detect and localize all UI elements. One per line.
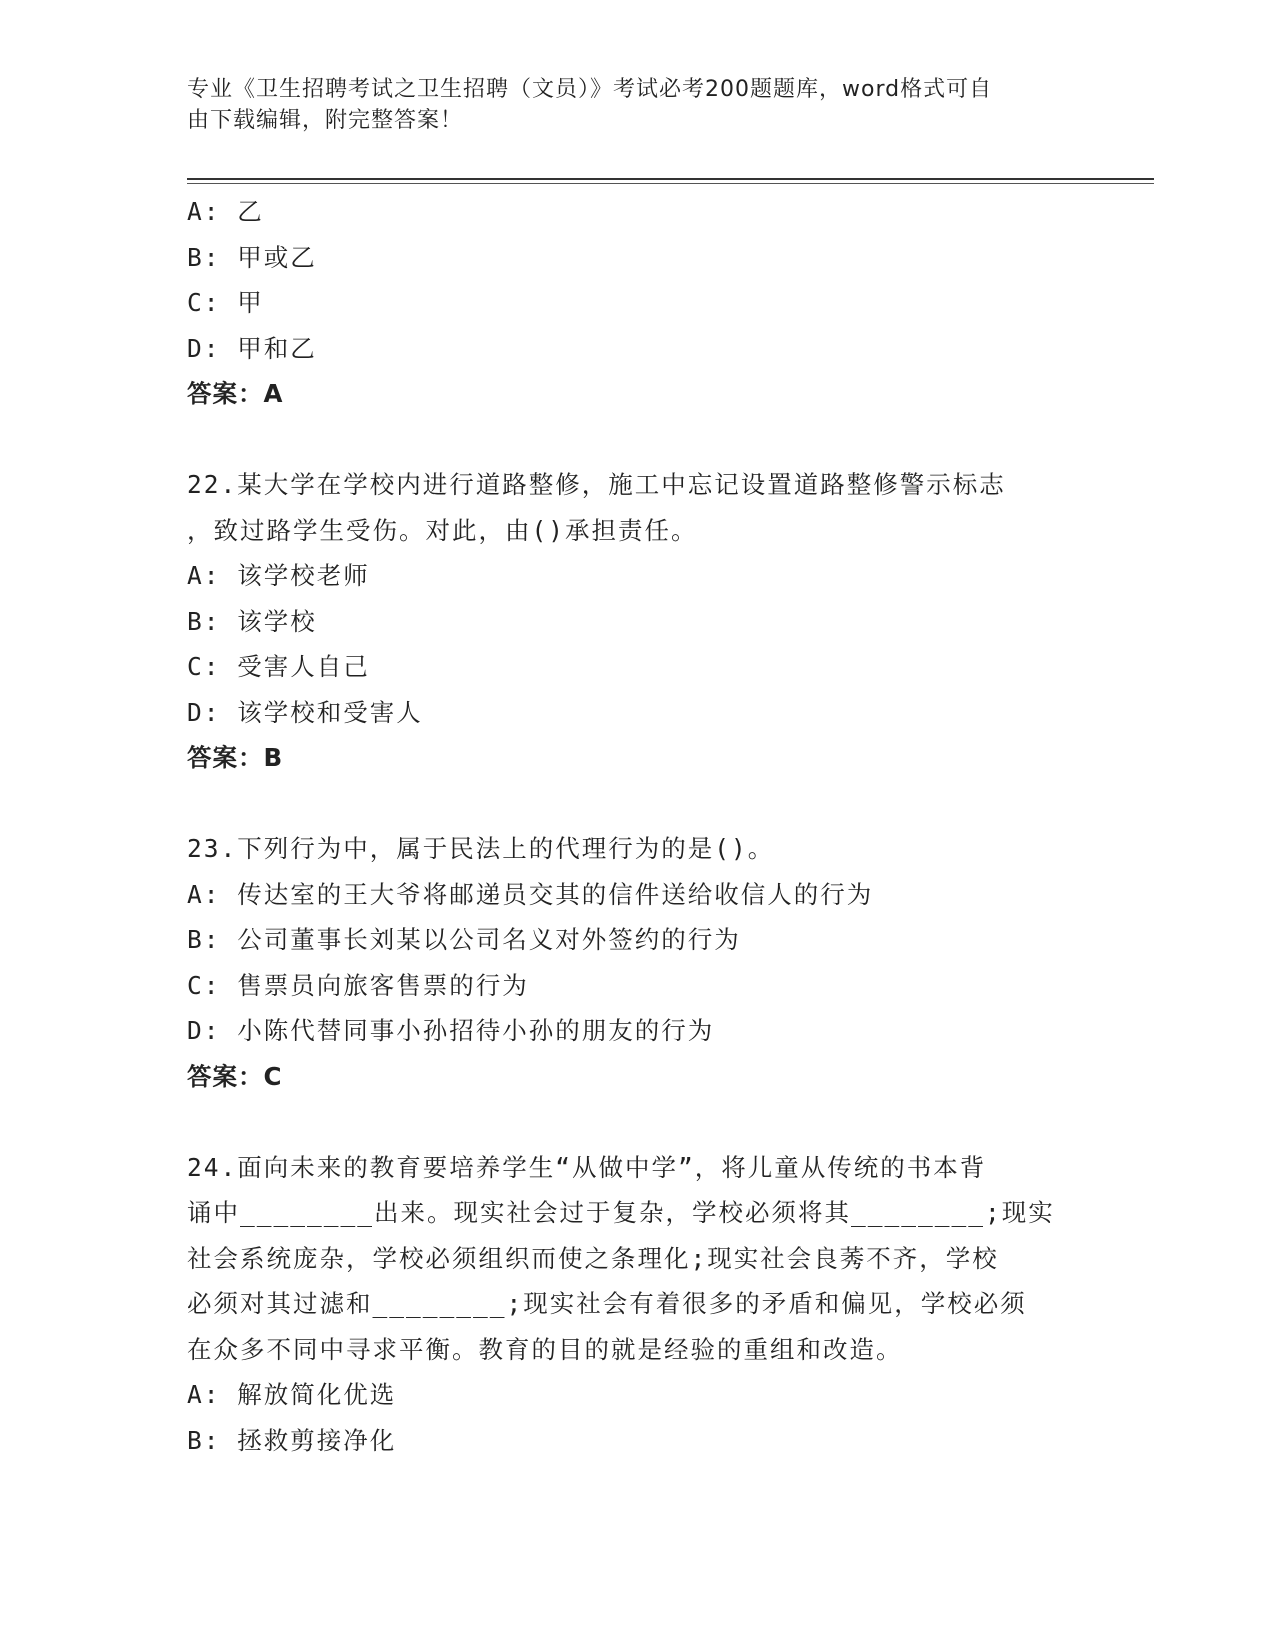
option-label: C:: [187, 970, 221, 1000]
header-line-1: 专业《卫生招聘考试之卫生招聘（文员）》考试必考200题题库，word格式可自: [187, 77, 993, 102]
option-d: [187, 690, 1087, 736]
spacer: [187, 781, 1087, 827]
question-list: [187, 189, 1087, 1463]
option-c: [187, 963, 1087, 1009]
spacer: [187, 1099, 1087, 1145]
question-22: [187, 462, 1087, 781]
question-text-line: 必须对其过滤和________;现实社会有着很多的矛盾和偏见，学校必须: [187, 1289, 1027, 1318]
question-text-line: 在众多不同中寻求平衡。教育的目的就是经验的重组和改造。: [187, 1334, 903, 1364]
option-text: 该学校: [237, 606, 317, 636]
option-label: B:: [187, 606, 221, 636]
option-text: 小陈代替同事小孙招待小孙的朋友的行为: [237, 1016, 715, 1045]
answer-line: 答案：C: [187, 1061, 283, 1091]
option-b: [187, 1418, 1087, 1464]
option-a: [187, 872, 1087, 918]
option-text: 拯救剪接净化: [237, 1425, 397, 1455]
option-text: 该学校和受害人: [237, 697, 423, 727]
question-text-line: 社会系统庞杂，学校必须组织而使之条理化;现实社会良莠不齐，学校: [187, 1243, 999, 1273]
option-b: [187, 917, 1087, 963]
option-a: [187, 1372, 1087, 1418]
option-label: A:: [187, 879, 221, 909]
question-text-line: 24.面向未来的教育要培养学生“从做中学”，将儿童从传统的书本背: [187, 1152, 987, 1182]
question-24: [187, 1145, 1087, 1464]
option-text: 解放简化优选: [237, 1380, 397, 1409]
option-a: [187, 189, 1087, 235]
option-b: [187, 235, 1087, 281]
option-label: B:: [187, 1425, 221, 1455]
option-text: 受害人自己: [237, 652, 370, 681]
spacer: [187, 417, 1087, 463]
question-text-line: 22.某大学在学校内进行道路整修，施工中忘记设置道路整修警示标志: [187, 470, 1006, 499]
question-23: [187, 826, 1087, 1099]
option-text: 售票员向旅客售票的行为: [237, 970, 529, 1000]
option-text: 该学校老师: [237, 561, 370, 590]
option-label: A:: [187, 197, 221, 226]
option-label: C:: [187, 288, 221, 317]
option-b: [187, 599, 1087, 645]
option-d: [187, 1008, 1087, 1054]
header-divider-thin: [187, 183, 1154, 184]
option-text: 乙: [237, 197, 264, 226]
option-text: 甲和乙: [237, 333, 317, 363]
option-c: [187, 280, 1087, 326]
question-text-line: 23.下列行为中，属于民法上的代理行为的是()。: [187, 834, 775, 863]
question-text-line: 诵中________出来。现实社会过于复杂，学校必须将其________;现实: [187, 1198, 1055, 1227]
option-text: 传达室的王大爷将邮递员交其的信件送给收信人的行为: [237, 879, 874, 909]
question-text-line: ，致过路学生受伤。对此，由()承担责任。: [187, 515, 698, 545]
option-label: C:: [187, 652, 221, 681]
option-label: B:: [187, 242, 221, 272]
option-c: [187, 644, 1087, 690]
option-text: 公司董事长刘某以公司名义对外签约的行为: [237, 925, 741, 954]
answer-line: 答案：A: [187, 379, 284, 408]
option-label: D:: [187, 333, 221, 363]
option-label: B:: [187, 925, 221, 954]
header-line-2: 由下载编辑，附完整答案！: [187, 108, 464, 133]
option-text: 甲: [237, 288, 264, 317]
option-d: [187, 326, 1087, 372]
document-header: [187, 74, 1067, 136]
header-divider: [187, 178, 1154, 180]
option-a: [187, 553, 1087, 599]
option-label: A:: [187, 561, 221, 590]
answer-line: 答案：B: [187, 743, 284, 772]
question-21-options: [187, 189, 1087, 417]
option-label: D:: [187, 697, 221, 727]
option-label: D:: [187, 1016, 221, 1045]
option-label: A:: [187, 1380, 221, 1409]
option-text: 甲或乙: [237, 242, 317, 272]
